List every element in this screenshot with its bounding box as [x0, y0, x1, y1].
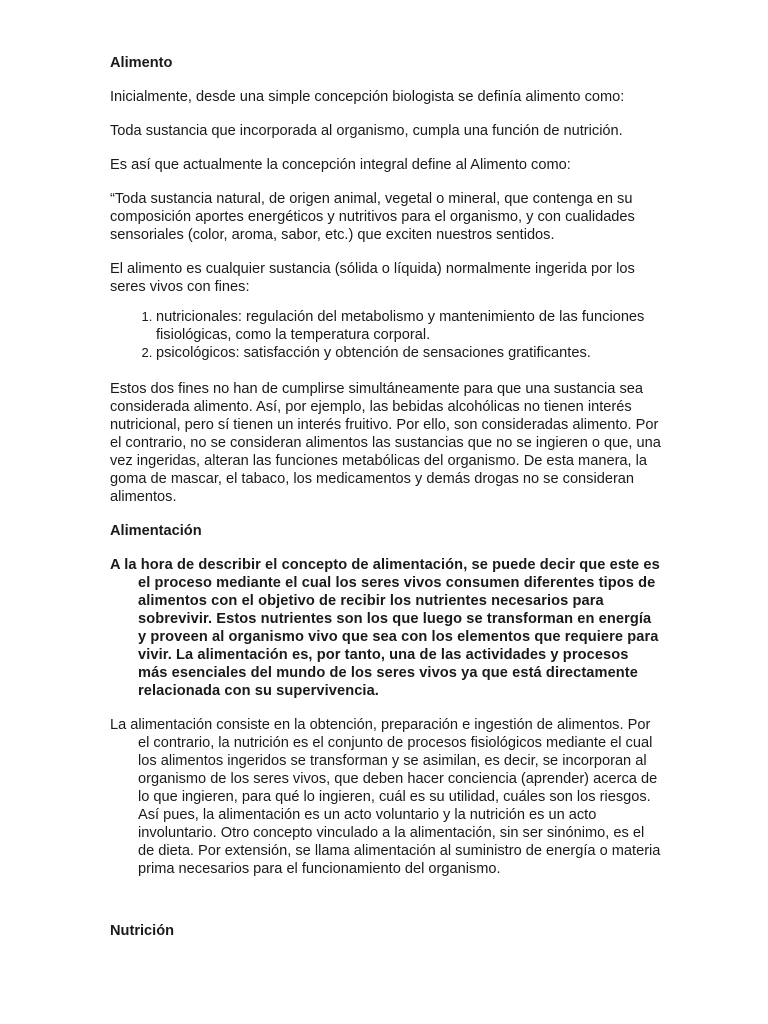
concepto-alimentacion-lead: A la hora de describir el concepto de alimentación [110, 557, 464, 573]
list-item-psicologicos: 2. psicológicos: satisfacción y obtención de sensaciones gratificantes. [156, 344, 662, 362]
concepto-alimentacion-rest: , se puede decir que este es el proceso mediante el cual los seres vivos consumen diferentes tipos de alimentos con el objetivo de recibir los nutrientes necesarios para sobrevivir. Estos nutrientes son los que luego se transforman en energía y proveen al organismo vivo que sea con los elementos que requiere para vivir. La alimentación es, por tanto, una de las actividades y procesos más esenciales del mundo de los seres vivos ya que está directamente relacionada con su supervivencia. [138, 557, 660, 699]
paragraph-concepto-alimentacion [110, 556, 662, 700]
list-fines [110, 308, 662, 362]
paragraph-alimentacion-nutricion: La alimentación consiste en la obtención, preparación e ingestión de alimentos. Por el contrario, la nutrición es el conjunto de procesos fisiológicos mediante el cual los alimentos ingeridos se transforman y se asimilan, es decir, se incorporan al organismo de los seres vivos, que deben hacer conciencia (aprender) acerca de lo que ingieren, para qué lo ingieren, cuál es su utilidad, cuáles son los riesgos. Así pues, la alimentación es un acto voluntario y la nutrición es un acto involuntario. Otro concepto vinculado a la alimentación, sin ser sinónimo, es el de dieta. Por extensión, se llama alimentación al suministro de energía o materia prima necesarios para el funcionamiento del organismo. [110, 717, 661, 877]
list-item-nutricionales: 1. nutricionales: regulación del metabolismo y mantenimiento de las funciones fisiológicas, como la temperatura corporal. [156, 308, 662, 344]
heading-nutricion: Nutrición [110, 923, 175, 939]
document-page [110, 54, 662, 956]
paragraph-fines-explicacion: Estos dos fines no han de cumplirse simultáneamente para que una sustancia sea considerada alimento. Así, por ejemplo, las bebidas alcohólicas no tienen interés nutricional, pero sí tienen un interés fruitivo. Por ello, son consideradas alimento. Por el contrario, no se consideran alimentos las sustancias que no se ingieren o que, una vez ingeridas, alteran las funciones metabólicas del organismo. De esta manera, la goma de mascar, el tabaco, los medicamentos y demás drogas no se consideran alimentos. [110, 381, 661, 505]
paragraph-fines-intro: El alimento es cualquier sustancia (sólida o líquida) normalmente ingerida por los seres vivos con fines: [110, 261, 635, 295]
heading-alimentacion: Alimentación [110, 523, 202, 539]
heading-alimento: Alimento [110, 55, 173, 71]
paragraph-definicion-integral: “Toda sustancia natural, de origen animal, vegetal o mineral, que contenga en su composición aportes energéticos y nutritivos para el organismo, y con cualidades sensoriales (color, aroma, sabor, etc.) que exciten nuestros sentidos. [110, 191, 635, 243]
paragraph-definicion-inicial: Inicialmente, desde una simple concepción biologista se definía alimento como: [110, 89, 625, 105]
paragraph-definicion-biologista: Toda sustancia que incorporada al organismo, cumpla una función de nutrición. [110, 123, 623, 139]
paragraph-concepcion-integral: Es así que actualmente la concepción integral define al Alimento como: [110, 157, 571, 173]
